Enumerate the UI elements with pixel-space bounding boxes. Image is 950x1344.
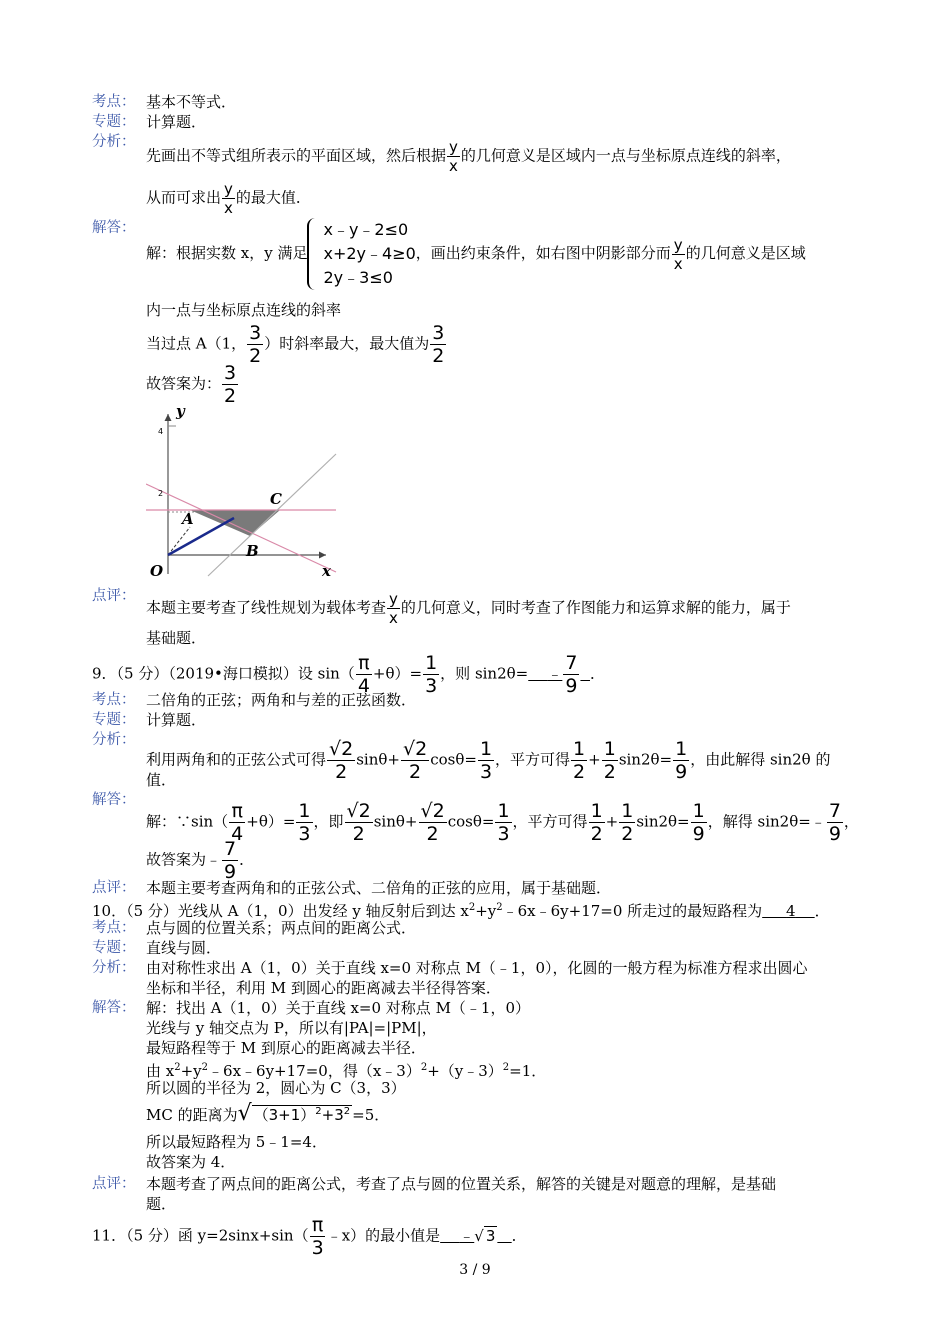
q9-fenxi-line2: 值． (146, 771, 177, 789)
q8-dianping-line2: 基础题． (146, 629, 207, 647)
q9-kaodian: 二倍角的正弦；两角和与差的正弦函数． (146, 691, 417, 709)
q10-kaodian: 点与圆的位置关系；两点间的距离公式． (146, 919, 417, 937)
feasible-region (190, 510, 280, 536)
q9-answer: ﹣ $\frac{7}{9}$ (547, 652, 578, 697)
label-dianping: 点评： (92, 588, 136, 604)
q8-jieda-line2: 内一点与坐标原点连线的斜率 (146, 301, 342, 319)
q10-jieda-3: 最短路程等于 M 到原心的距离减去半径． (146, 1039, 426, 1057)
q10-fenxi-2: 坐标和半径，利用 M 到圆心的距离减去半径得答案． (146, 979, 501, 997)
y-axis-label: y (176, 404, 185, 420)
q10-jieda-7: 所以最短路程为 5﹣1=4． (146, 1133, 327, 1151)
q10-stem: 10．（5 分）光线从 A（1，0）出发经 y 轴反射后到达 $x^2+y^2﹣6x﹣6y+17=0$ 所走过的最短路程为 4 ． (92, 902, 830, 920)
q10-jieda-2: 光线与 y 轴交点为 P，所以有|PA|=|PM|， (146, 1019, 437, 1037)
q8-zhuanti: 计算题． (146, 113, 207, 131)
fraction-3-over-2: $\frac{3}{2}$ (249, 322, 262, 367)
tick-2: 2 (158, 489, 164, 498)
fraction-y-over-x: $\frac{y}{x}$ (389, 590, 398, 627)
label-kaodian: 考点： (92, 94, 136, 110)
sqrt-expression: √ $(3+1)^2+3^2$ (237, 1101, 351, 1126)
q10-jieda-4: 由 $x^2+y^2﹣6x﹣6y+17=0$，得（x﹣3）$^2$+（y﹣3）$^2$=1． (146, 1062, 547, 1080)
q8-fenxi-line1: 先画出不等式组所表示的平面区域，然后根据 $\frac{y}{x}$ 的几何意义是区域内一点与坐标原点连线的斜率， (146, 138, 791, 175)
q8-fenxi-line2: 从而可求出 $\frac{y}{x}$ 的最大值． (146, 180, 311, 217)
segment-oa (168, 527, 190, 555)
fraction-3-over-2: $\frac{3}{2}$ (224, 362, 237, 407)
q10-jieda-5: 所以圆的半径为 2，圆心为 C（3，3） (146, 1079, 406, 1097)
point-c-label: C (270, 490, 282, 508)
q10-answer: 4 (786, 902, 796, 920)
fraction-3-over-2: $\frac{3}{2}$ (432, 322, 445, 367)
label-fenxi: 分析： (92, 134, 136, 150)
q8-jieda-line3: 当过点 A（1， $\frac{3}{2}$ ）时斜率最大，最大值为 $\frac{3}{2}$ (146, 322, 445, 367)
q10-dianping-2: 题． (146, 1195, 177, 1213)
fraction-y-over-x: $\frac{y}{x}$ (449, 138, 458, 175)
q8-kaodian: 基本不等式． (146, 93, 237, 111)
fraction-y-over-x: $\frac{y}{x}$ (224, 180, 233, 217)
label-zhuanti: 专题： (92, 114, 136, 130)
constraint-system: x﹣y﹣2≤0 x+2y﹣4≥0 2y﹣3≤0 (307, 218, 415, 290)
q9-jieda-line1: 解：∵sin（ $\frac{\pi}{4}$ +θ）= $\frac{1}{3}$ ，即 $\frac{√2}{2}$ sinθ+ $\frac{√2}{2}$ cosθ= $\frac{1}{3}$ ，平方可得 $\frac{1}{2}$ + $\frac{1}{2}$ sin2θ= $\frac{1}{9}$ ，解得 sin2θ=﹣ $\frac{7}{9}$ ， (146, 800, 859, 845)
tick-4: 4 (158, 427, 164, 436)
page-number: 3 / 9 (459, 1262, 491, 1278)
q9-answer-line: 故答案为﹣ $\frac{7}{9}$ ． (146, 838, 255, 883)
q8-answer-line: 故答案为： $\frac{3}{2}$ (146, 362, 237, 407)
q11-answer: ﹣√ 3 (459, 1226, 496, 1245)
label-jieda: 解答： (92, 220, 136, 236)
q11-stem: 11．（5 分）函 y=2sinx+sin（ $\frac{\pi}{3}$ ﹣x）的最小值是 ﹣√ 3 ． (92, 1214, 527, 1259)
point-b-label: B (246, 542, 259, 560)
q10-jieda-1: 解：找出 A（1，0）关于直线 x=0 对称点 M（﹣1，0） (146, 999, 531, 1017)
max-slope-line (168, 518, 234, 555)
q10-jieda-6: MC 的距离为√ $(3+1)^2+3^2 =5$． (146, 1101, 390, 1126)
q10-dianping-1: 本题考查了两点间的距离公式，考查了点与圆的位置关系，解答的关键是对题意的理解，是基础 (146, 1175, 777, 1193)
line-x-plus-2y-eq-4 (146, 484, 336, 572)
x-axis-label: x (322, 562, 331, 580)
origin-label: O (150, 562, 164, 580)
linear-programming-figure (146, 404, 346, 584)
point-a-label: A (182, 510, 194, 528)
q10-jieda-8: 故答案为 4． (146, 1153, 236, 1171)
q9-fenxi-line1: 利用两角和的正弦公式可得 $\frac{√2}{2}$ sinθ+ $\frac{√2}{2}$ cosθ= $\frac{1}{3}$ ，平方可得 $\frac{1}{2}$ + $\frac{1}{2}$ sin2θ= $\frac{1}{9}$ ，由此解得 sin2θ 的 (146, 738, 831, 783)
q10-fenxi-1: 由对称性求出 A（1，0）关于直线 x=0 对称点 M（﹣1，0），化圆的一般方程为标准方程求出圆心 (146, 959, 808, 977)
q9-zhuanti: 计算题． (146, 711, 207, 729)
q8-dianping-line1: 本题主要考查了线性规划为载体考查 $\frac{y}{x}$ 的几何意义，同时考查了作图能力和运算求解的能力，属于 (146, 590, 791, 627)
q9-dianping: 本题主要考查两角和的正弦公式、二倍角的正弦的应用，属于基础题． (146, 879, 612, 897)
q9-stem: 9．（5 分）（2019•海口模拟）设 sin（ $\frac{\pi}{4}$ +θ）= $\frac{1}{3}$ ，则 sin2θ= ﹣ $\frac{7}{9}$ ． (92, 652, 605, 697)
fraction-y-over-x: $\frac{y}{x}$ (673, 235, 683, 273)
q8-jieda-line1: 解：根据实数 x，y 满足 x﹣y﹣2≤0 x+2y﹣4≥0 2y﹣3≤0 ，画出约束条件，如右图中阴影部分而 $\frac{y}{x}$ 的几何意义是区域 (146, 218, 806, 290)
q10-zhuanti: 直线与圆． (146, 939, 222, 957)
